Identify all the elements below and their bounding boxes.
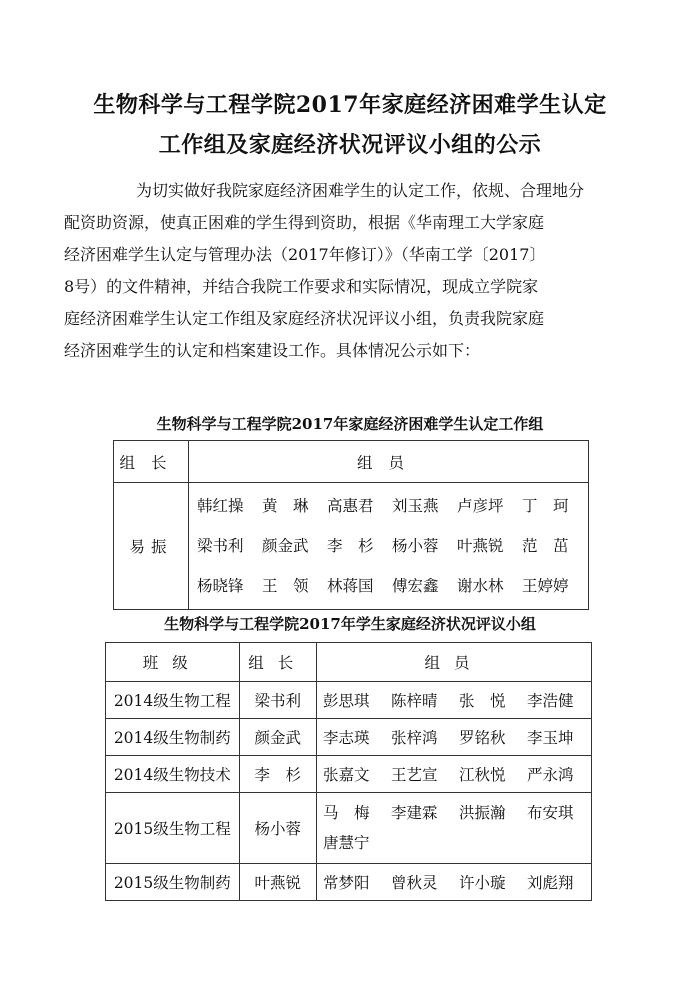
member-name: 韩红操: [197, 497, 244, 515]
header-class: 班级: [106, 643, 240, 682]
member-name: 李志瑛: [323, 729, 370, 747]
leader-cell: 叶燕锐: [239, 864, 316, 901]
member-name: 李玉坤: [527, 729, 574, 747]
member-name: 布安琪: [527, 804, 574, 822]
member-name: 许小璇: [459, 874, 506, 892]
member-name: 丁 珂: [522, 497, 569, 515]
member-name: 李建霖: [391, 804, 438, 822]
table-row: [106, 756, 592, 793]
member-name: 王婷婷: [522, 577, 569, 595]
intro-paragraph: [64, 175, 599, 367]
document-title-line-1: 生物科学与工程学院2017年家庭经济困难学生认定: [93, 92, 607, 118]
class-cell: 2014级生物技术: [106, 756, 240, 793]
leader-cell: 易振: [114, 483, 189, 610]
header-leader: 组长: [239, 643, 316, 682]
table-row: [106, 682, 592, 719]
member-name: 黄 琳: [262, 497, 309, 515]
header-members: 组员: [189, 441, 589, 483]
members-cell: [317, 793, 592, 864]
class-cell: 2015级生物工程: [106, 793, 240, 864]
member-name: 严永鸿: [527, 766, 574, 784]
paragraph-line: 8号）的文件精神，并结合我院工作要求和实际情况，现成立学院家: [64, 277, 539, 296]
header-leader: 组长: [114, 441, 189, 483]
member-name: 彭思琪: [323, 692, 370, 710]
member-name: 刘彪翔: [527, 874, 574, 892]
table-row: [106, 864, 592, 901]
members-cell: [317, 682, 592, 719]
member-name: 李浩健: [527, 692, 574, 710]
member-name: 叶燕锐: [457, 537, 504, 555]
member-name: 王艺宣: [391, 766, 438, 784]
leader-cell: 颜金武: [239, 719, 316, 756]
table1-caption: 生物科学与工程学院2017年家庭经济困难学生认定工作组: [156, 415, 544, 433]
leader-cell: 李 杉: [239, 756, 316, 793]
table2-caption: 生物科学与工程学院2017年学生家庭经济状况评议小组: [164, 615, 536, 633]
member-name: 范 茁: [522, 537, 569, 555]
members-line: [323, 763, 591, 785]
work-group-table: [113, 440, 589, 610]
member-name: 杨小蓉: [392, 537, 439, 555]
member-name: 高惠君: [327, 497, 374, 515]
members-cell: [317, 756, 592, 793]
paragraph-line: 配资助资源，使真正困难的学生得到资助，根据《华南理工大学家庭: [64, 213, 545, 232]
paragraph-line: 经济困难学生认定与管理办法（2017年修订）》（华南工学〔2017〕: [64, 245, 546, 264]
member-name: 江秋悦: [459, 766, 506, 784]
class-cell: 2014级生物工程: [106, 682, 240, 719]
document-title-line-2: 工作组及家庭经济状况评议小组的公示: [158, 132, 542, 158]
member-name: 曾秋灵: [391, 874, 438, 892]
member-name: 李 杉: [327, 537, 374, 555]
member-name: 王 领: [262, 577, 309, 595]
review-group-table: [105, 642, 592, 901]
member-name: 唐慧宁: [323, 834, 370, 852]
table-row: [106, 719, 592, 756]
member-name: 张梓鸿: [391, 729, 438, 747]
member-name: 林蒋国: [327, 577, 374, 595]
member-name: 张 悦: [459, 692, 506, 710]
review-group-body: [106, 682, 592, 901]
members-line: [323, 798, 591, 828]
member-name: 谢水林: [457, 577, 504, 595]
member-name: 傅宏鑫: [392, 577, 439, 595]
member-name: 陈梓晴: [391, 692, 438, 710]
members-line: [323, 828, 591, 858]
table-row: [114, 483, 589, 610]
leader-cell: 梁书利: [239, 682, 316, 719]
members-line: [323, 871, 591, 893]
member-name: 马 梅: [323, 804, 370, 822]
member-name: 梁书利: [197, 537, 244, 555]
paragraph-line: 庭经济困难学生认定工作组及家庭经济状况评议小组，负责我院家庭: [64, 309, 545, 328]
members-cell: [317, 719, 592, 756]
paragraph-line: 经济困难学生的认定和档案建设工作。具体情况公示如下：: [64, 341, 481, 360]
table-header-row: [114, 441, 589, 483]
members-cell: [317, 864, 592, 901]
member-name: 张嘉文: [323, 766, 370, 784]
table-header-row: [106, 643, 592, 682]
member-name: 卢彦坪: [457, 497, 504, 515]
member-name: 罗铭秋: [459, 729, 506, 747]
leader-cell: 杨小蓉: [239, 793, 316, 864]
members-line: [323, 689, 591, 711]
member-name: 颜金武: [262, 537, 309, 555]
member-name: 常梦阳: [323, 874, 370, 892]
members-line: [323, 726, 591, 748]
members-cell: [189, 483, 589, 610]
header-members: 组员: [317, 643, 592, 682]
member-name: 洪振瀚: [459, 804, 506, 822]
paragraph-line: 为切实做好我院家庭经济困难学生的认定工作，依规、合理地分: [136, 181, 585, 200]
member-name: 刘玉燕: [392, 497, 439, 515]
class-cell: 2014级生物制药: [106, 719, 240, 756]
member-name: 杨晓锋: [197, 577, 244, 595]
table-row: [106, 793, 592, 864]
members-grid: [197, 489, 588, 603]
class-cell: 2015级生物制药: [106, 864, 240, 901]
